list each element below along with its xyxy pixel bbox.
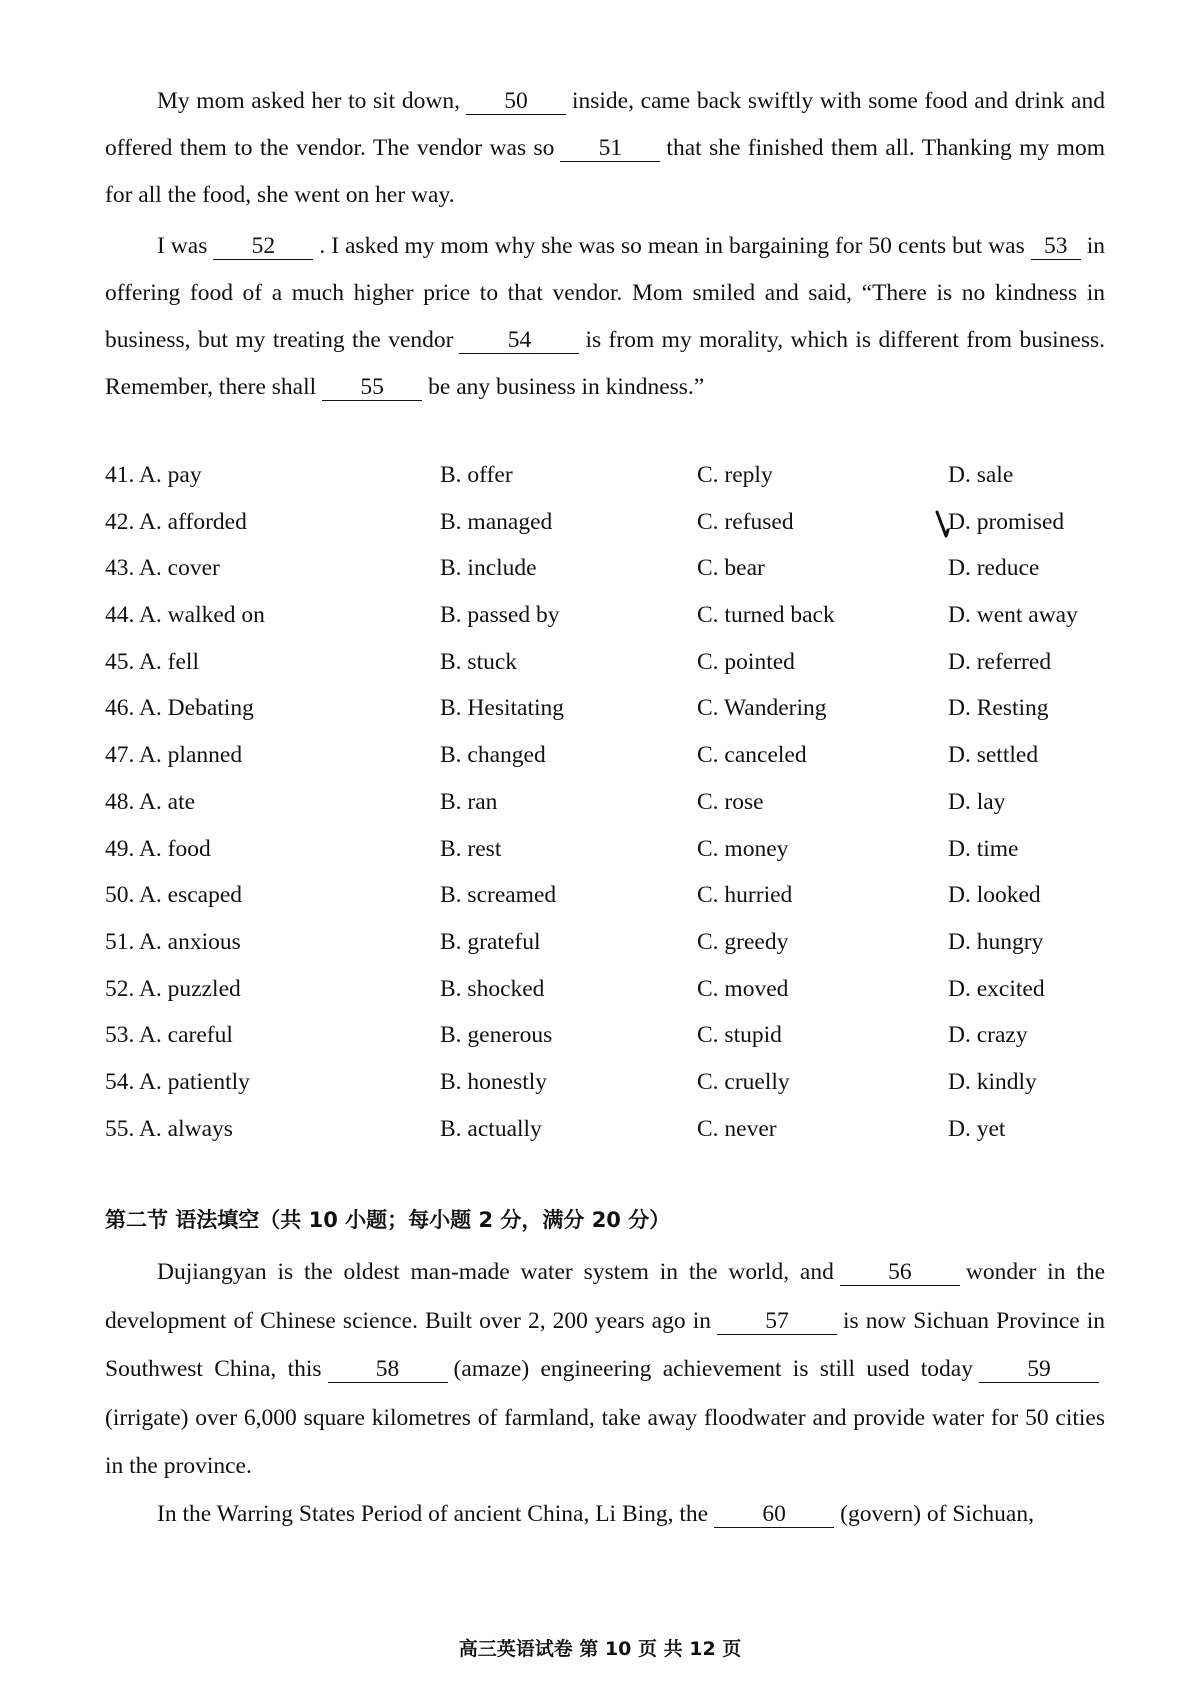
option-row-52 bbox=[105, 966, 1105, 1013]
blank-50: 50 bbox=[466, 88, 566, 115]
text-run: is from my morality, which is different from business. Remember, there shall bbox=[105, 327, 1105, 400]
blank-59: 59 bbox=[979, 1356, 1099, 1383]
option-c: C. cruelly bbox=[697, 1068, 790, 1095]
option-d: D. kindly bbox=[948, 1068, 1037, 1095]
option-b: B. screamed bbox=[440, 882, 557, 909]
option-a: 55. A. always bbox=[105, 1115, 233, 1142]
option-c: C. refused bbox=[697, 508, 794, 535]
option-b: B. stuck bbox=[440, 648, 518, 675]
option-row-43 bbox=[105, 545, 1105, 592]
option-c: C. rose bbox=[697, 788, 764, 815]
option-b: B. offer bbox=[440, 462, 513, 488]
option-d: D. settled bbox=[948, 742, 1039, 769]
option-b: B. rest bbox=[440, 835, 502, 862]
option-a: 41. A. pay bbox=[105, 462, 202, 488]
answer-options bbox=[105, 452, 1105, 1152]
text-run: I was bbox=[157, 233, 208, 259]
option-d: D. promised bbox=[948, 508, 1065, 535]
option-c: C. bear bbox=[697, 555, 765, 582]
option-row-50 bbox=[105, 872, 1105, 919]
option-d: D. went away bbox=[948, 602, 1078, 629]
option-row-47 bbox=[105, 732, 1105, 779]
option-b: B. honestly bbox=[440, 1068, 548, 1095]
option-a: 54. A. patiently bbox=[105, 1068, 250, 1095]
option-a: 47. A. planned bbox=[105, 742, 243, 769]
option-row-55 bbox=[105, 1106, 1105, 1153]
grammar-paragraph-1 bbox=[105, 1248, 1105, 1491]
check-mark-icon bbox=[935, 510, 959, 540]
text-run: (irrigate) over 6,000 square kilometres of farmland, take away floodwater and provide water for 50 cities in the province. bbox=[105, 1404, 1105, 1479]
option-a: 43. A. cover bbox=[105, 555, 220, 582]
option-d: D. referred bbox=[948, 648, 1052, 675]
option-a: 53. A. careful bbox=[105, 1022, 233, 1049]
text-run: that she finished them all. Thanking my mom for all the food, she went on her way. bbox=[105, 135, 1105, 208]
option-row-49 bbox=[105, 826, 1105, 873]
text-run: . I asked my mom why she was so mean in bargaining for 50 cents but was bbox=[319, 233, 1025, 259]
option-row-41 bbox=[105, 452, 1105, 499]
option-b: B. ran bbox=[440, 788, 498, 815]
option-d: D. lay bbox=[948, 788, 1006, 815]
option-c: C. pointed bbox=[697, 648, 795, 675]
blank-52: 52 bbox=[213, 233, 313, 260]
option-b: B. generous bbox=[440, 1022, 553, 1049]
option-d: D. time bbox=[948, 835, 1019, 862]
option-c: C. stupid bbox=[697, 1022, 782, 1049]
option-row-46 bbox=[105, 685, 1105, 732]
text-run: My mom asked her to sit down, bbox=[157, 88, 460, 114]
option-c: C. hurried bbox=[697, 882, 793, 909]
blank-54: 54 bbox=[459, 327, 579, 354]
text-run: (amaze) engineering achievement is still used today bbox=[453, 1356, 973, 1382]
text-run: is now Sichuan Province in Southwest China, this bbox=[105, 1307, 1105, 1382]
option-d: D. sale bbox=[948, 462, 1014, 488]
text-run: be any business in kindness.” bbox=[428, 374, 705, 400]
option-d: D. crazy bbox=[948, 1022, 1028, 1049]
option-a: 50. A. escaped bbox=[105, 882, 243, 909]
option-a: 52. A. puzzled bbox=[105, 975, 241, 1002]
option-d: D. looked bbox=[948, 882, 1041, 909]
text-run: In the Warring States Period of ancient China, Li Bing, the bbox=[157, 1501, 709, 1527]
option-a: 45. A. fell bbox=[105, 648, 199, 675]
passage-paragraph-2 bbox=[105, 223, 1105, 411]
option-d: D. excited bbox=[948, 975, 1045, 1002]
option-c: C. reply bbox=[697, 462, 773, 488]
blank-60: 60 bbox=[714, 1501, 834, 1528]
option-c: C. turned back bbox=[697, 602, 835, 629]
option-c: C. greedy bbox=[697, 928, 789, 955]
text-run: Dujiangyan is the oldest man-made water system in the world, and bbox=[157, 1259, 834, 1285]
grammar-paragraph-2 bbox=[105, 1491, 1105, 1538]
option-a: 48. A. ate bbox=[105, 788, 196, 815]
option-row-48 bbox=[105, 779, 1105, 826]
option-row-51 bbox=[105, 919, 1105, 966]
option-c: C. never bbox=[697, 1115, 777, 1142]
option-row-45 bbox=[105, 639, 1105, 686]
blank-56: 56 bbox=[840, 1259, 960, 1286]
option-d: D. hungry bbox=[948, 928, 1044, 955]
option-d: D. yet bbox=[948, 1115, 1006, 1142]
option-d: D. reduce bbox=[948, 555, 1040, 582]
text-run: (govern) of Sichuan, bbox=[840, 1501, 1034, 1527]
blank-55: 55 bbox=[322, 374, 422, 401]
option-a: 49. A. food bbox=[105, 835, 211, 862]
option-b: B. Hesitating bbox=[440, 695, 565, 722]
text-run: inside, came back swiftly with some food and drink and offered them to the vendor. The vendor was so bbox=[105, 88, 1105, 161]
option-b: B. managed bbox=[440, 508, 553, 535]
option-a: 51. A. anxious bbox=[105, 928, 241, 955]
option-b: B. passed by bbox=[440, 602, 560, 629]
option-row-54 bbox=[105, 1059, 1105, 1106]
option-c: C. canceled bbox=[697, 742, 807, 769]
blank-53: 53 bbox=[1031, 233, 1081, 260]
option-c: C. Wandering bbox=[697, 695, 827, 722]
option-row-44 bbox=[105, 592, 1105, 639]
option-b: B. include bbox=[440, 555, 537, 582]
option-c: C. money bbox=[697, 835, 789, 862]
blank-58: 58 bbox=[328, 1356, 448, 1383]
text-run: wonder in the development of Chinese science. Built over 2, 200 years ago in bbox=[105, 1259, 1105, 1334]
option-row-53 bbox=[105, 1012, 1105, 1059]
option-b: B. changed bbox=[440, 742, 546, 769]
option-a: 42. A. afforded bbox=[105, 508, 247, 535]
option-a: 46. A. Debating bbox=[105, 695, 254, 722]
page-footer: 高三英语试卷 第 10 页 共 12 页 bbox=[458, 1638, 742, 1660]
option-d: D. Resting bbox=[948, 695, 1049, 722]
option-c: C. moved bbox=[697, 975, 789, 1002]
option-b: B. grateful bbox=[440, 928, 541, 955]
blank-51: 51 bbox=[560, 135, 660, 162]
blank-57: 57 bbox=[717, 1308, 837, 1335]
option-a: 44. A. walked on bbox=[105, 602, 265, 629]
passage-paragraph-1 bbox=[105, 78, 1105, 219]
option-b: B. actually bbox=[440, 1115, 542, 1142]
text-run: in offering food of a much higher price to that vendor. Mom smiled and said, “There is no kindness in business, but my treating the vendor bbox=[105, 233, 1105, 353]
section-title: 第二节 语法填空（共 10 小题；每小题 2 分，满分 20 分） bbox=[105, 1208, 671, 1232]
option-b: B. shocked bbox=[440, 975, 545, 1002]
